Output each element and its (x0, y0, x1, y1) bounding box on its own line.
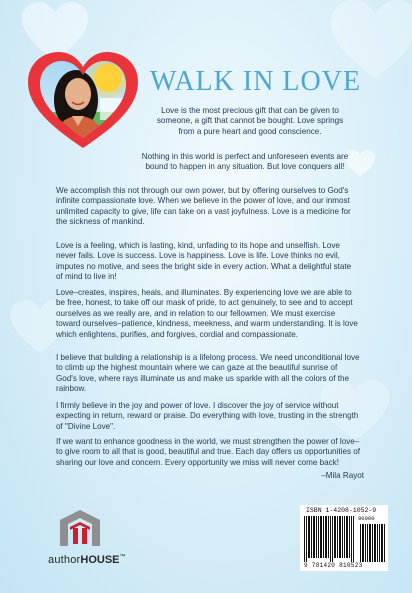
publisher-logo (48, 508, 128, 572)
body-paragraph-1: Nothing in this world is perfect and unforeseen events are bound to happen in any situation. But love conquers all! (141, 152, 349, 172)
body-paragraph-7: If we want to enhance goodness in the world, we must strengthen the power of love–to give room to all that is good, beautiful and true. Each day offers us opportunities of sharing our love and concern. Every opportunity we miss will never come back! (56, 437, 361, 467)
barcode-number: 9 781420 810523 (304, 562, 363, 569)
book-title: WALK IN LOVE (150, 66, 362, 97)
isbn-barcode (300, 505, 388, 571)
barcode-bars (304, 516, 386, 562)
body-paragraph-6: I firmly believe in the joy and power of love. I discover the joy of service without expecting in return, reward or praise. Do everything with love, trusting in the strength of "Divine Love". (56, 401, 359, 431)
isbn-label: ISBN 1-4208-1052-9 (306, 507, 377, 514)
authorhouse-logo-icon (56, 508, 104, 548)
body-paragraph-3: Love is a feeling, which is lasting, kind, unfading to its hope and unselfish. Love never fails. Love is success. Love is happiness. Love is life. Love thinks no evil, imputes no motive, and sees the bright side in every action. What a delightful state of mind to live in! (56, 241, 352, 282)
body-paragraph-4: Love–creates, inspires, heals, and illuminates. By experiencing love we are able to be free, honest, to take off our mask of pride, to act genuinely, to see and to accept ourselves as we really are, and in relation to our fellowmen. We must exercise toward ourselves–patience, kindness, meekness, and warm understanding. It is love which enlightens, purifies, and forgives, cordial and compassionate. (56, 288, 358, 339)
body-paragraph-5: I believe that building a relationship is a lifelong process. We need unconditional love to climb up the highest mountain where we can gaze at the beautiful sunrise of God's love, where rays illuminate us and make us sparkle with all the colors of the rainbow. (56, 353, 360, 394)
author-signature: –Mila Rayot (321, 471, 364, 480)
publisher-name: authorHOUSE™ (48, 554, 126, 566)
intro-paragraph: Love is the most precious gift that can be given to someone, a gift that cannot be bought. Love springs from a pure heart and good conscience. (156, 106, 344, 136)
author-photo-heart (28, 50, 138, 150)
barcode-addon: 90000 (358, 515, 375, 522)
body-paragraph-2: We accomplish this not through our own power, but by offering ourselves to God's infinite compassionate love. When we believe in the power of love, and our inmost unlimited capacity to give, life can take on a vast joyfulness. Love is a medicine for the sickness of mankind. (56, 186, 351, 227)
